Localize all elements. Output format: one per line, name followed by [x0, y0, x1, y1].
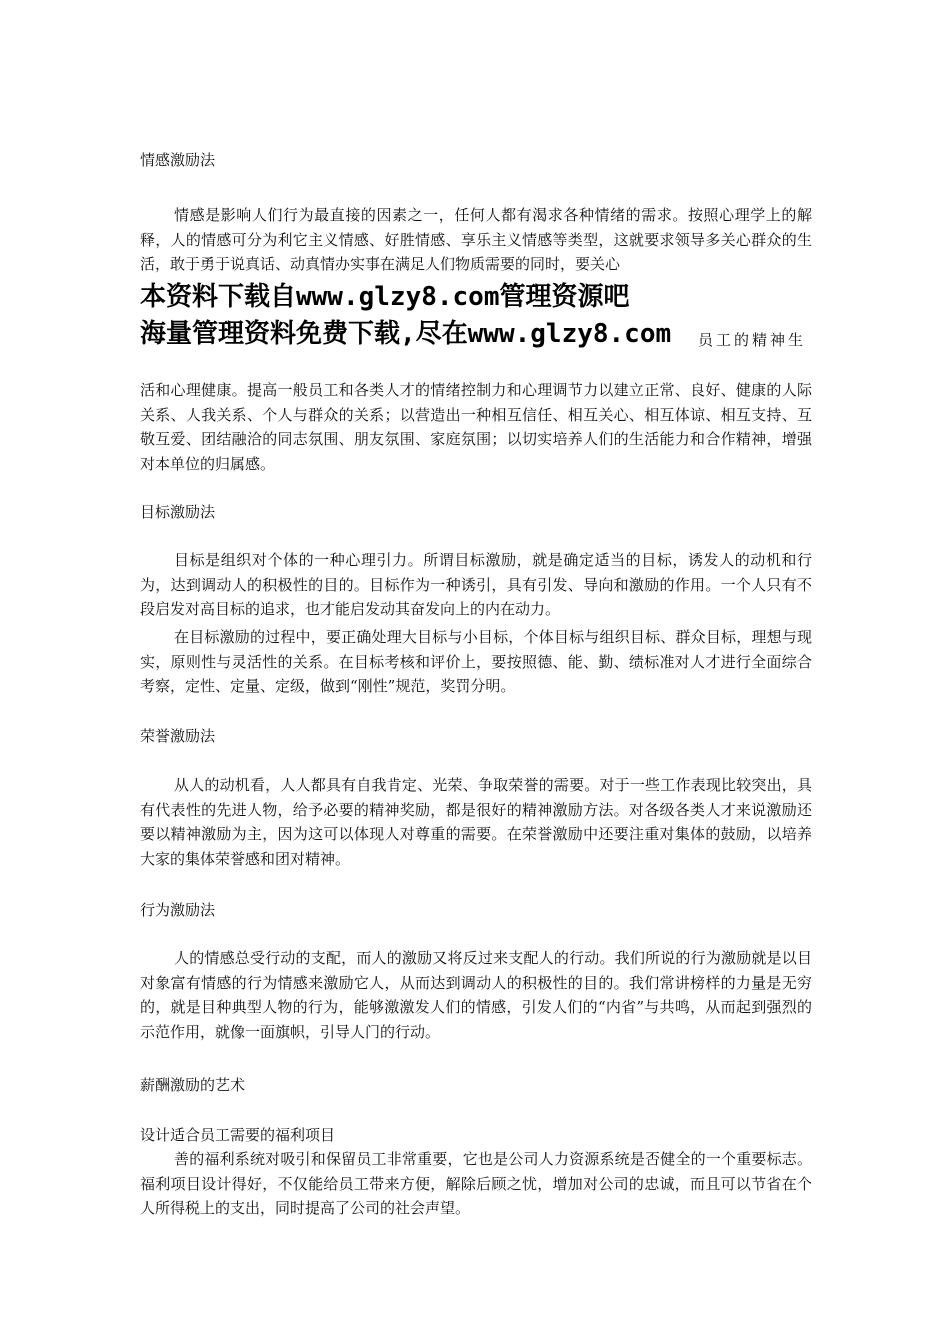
- paragraph-emotion-1-tail: 员工的精神生: [698, 331, 807, 349]
- paragraph-emotion-2: 活和心理健康。提高一般员工和各类人才的情绪控制力和心理调节力以建立正常、良好、健康的人际关系、人我关系、个人与群众的关系；以营造出一种相互信任、相互关心、相互体谅、相互支持、互敬互爱、团结融洽的同志氛围、朋友氛围、家庭氛围；以切实培养人们的生活能力和合作精神，增强对本单位的归属感。: [140, 381, 812, 473]
- paragraph-salary-1: 善的福利系统对吸引和保留员工非常重要，它也是公司人力资源系统是否健全的一个重要标志。福利项目设计得好，不仅能给员工带来方便，解除后顾之忧，增加对公司的忠诚，而且可以节省在个人所得税上的支出，同时提高了公司的社会声望。: [140, 1150, 812, 1217]
- paragraph-goal-1: 目标是组织对个体的一种心理引力。所谓目标激励，就是确定适当的目标，诱发人的动机和行为，达到调动人的积极性的目的。目标作为一种诱引，具有引发、导向和激励的作用。一个人只有不段启发对高目标的追求，也才能启发动其奋发向上的内在动力。: [140, 551, 812, 618]
- subheading-welfare-design: 设计适合员工需要的福利项目: [140, 1126, 336, 1144]
- watermark-line-2: 海量管理资料免费下载,尽在www.glzy8.com: [140, 319, 672, 349]
- heading-goal-motivation: 目标激励法: [140, 503, 216, 521]
- paragraph-behavior-1: 人的情感总受行动的支配，而人的激励又将反过来支配人的行动。我们所说的行为激励就是以目对象富有情感的行为情感来激励它人，从而达到调动人的积极性的目的。我们常讲榜样的力量是无穷的，就是目种典型人物的行为，能够激激发人们的情感，引发人们的“内省”与共鸣，从而起到强烈的示范作用，就像一面旗帜，引导人门的行动。: [140, 949, 812, 1041]
- heading-salary-art: 薪酬激励的艺术: [140, 1076, 246, 1094]
- paragraph-honor-1: 从人的动机看，人人都具有自我肯定、光荣、争取荣誉的需要。对于一些工作表现比较突出，具有代表性的先进人物，给予必要的精神奖励，都是很好的精神激励方法。对各级各类人才来说激励还要以精神激励为主，因为这可以体现人对尊重的需要。在荣誉激励中还要注重对集体的鼓励，以培养大家的集体荣誉感和团对精神。: [140, 776, 812, 868]
- heading-emotion-motivation: 情感激励法: [140, 151, 216, 169]
- paragraph-goal-2: 在目标激励的过程中，要正确处理大目标与小目标，个体目标与组织目标、群众目标，理想与现实，原则性与灵活性的关系。在目标考核和评价上，要按照德、能、勤、绩标准对人才进行全面综合考察，定性、定量、定级，做到“刚性”规范，奖罚分明。: [140, 628, 812, 695]
- watermark-line-1: 本资料下载自www.glzy8.com管理资源吧: [140, 282, 630, 312]
- paragraph-emotion-1: 情感是影响人们行为最直接的因素之一，任何人都有渴求各种情绪的需求。按照心理学上的解释，人的情感可分为利它主义情感、好胜情感、享乐主义情感等类型，这就要求领导多关心群众的生活，敢于勇于说真话、动真情办实事在满足人们物质需要的同时，要关心: [140, 206, 812, 273]
- heading-behavior-motivation: 行为激励法: [140, 901, 216, 919]
- heading-honor-motivation: 荣誉激励法: [140, 727, 216, 745]
